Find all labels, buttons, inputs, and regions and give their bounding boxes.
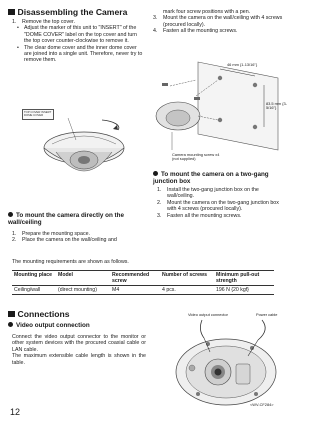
square-bullet-icon <box>8 311 15 318</box>
table-header-cell: Number of screws <box>162 272 207 278</box>
section-title-two-gang: To mount the camera on a two-gang junction box <box>153 171 269 186</box>
step-item: 4. Fasten all the mounting screws. <box>153 28 238 35</box>
two-gang-steps <box>157 187 287 219</box>
dim-vertical-label: 83.5 mm {3-5/16"} <box>266 101 287 111</box>
disassembling-body <box>12 19 144 64</box>
requirements-intro: The mounting requirements are shown as follows. <box>12 259 129 265</box>
table-header-cell: Minimum pull-out strength <box>216 272 260 284</box>
table-cell: M4 <box>112 287 120 293</box>
direct-mount-steps-continued <box>153 9 287 35</box>
step-item: mark four screw positions with a pen. <box>163 9 251 15</box>
video-output-connector-label: Video output connector <box>188 312 228 317</box>
table-header-row <box>12 271 274 286</box>
page-number: 12 <box>10 407 21 417</box>
disassembling-bullets <box>16 25 144 63</box>
step-item: 1. Prepare the mounting space. <box>12 231 91 237</box>
table-header-cell: Model <box>58 272 73 278</box>
step-item: 3. Fasten all the mounting screws. <box>157 212 242 219</box>
section-title-connections: Connections <box>8 309 70 319</box>
bullet-item: • The clear dome cover and the inner dome cover are joined into a single unit. Therefore, never try to remove them. <box>16 45 144 64</box>
circle-bullet-icon <box>8 212 13 217</box>
direct-mount-steps-start <box>12 231 146 244</box>
step-item: 1. Remove the top cover. <box>12 19 75 25</box>
step-item: 3. Mount the camera on the wall/ceiling with 4 screws (procured locally). <box>153 15 283 28</box>
table-header-cell: Mounting place <box>14 272 53 278</box>
dim-horizontal-label: 46 mm {1-13/16"} <box>227 62 258 67</box>
model-caption: <WV-CF284> <box>250 402 274 407</box>
table-cell: Ceiling/wall <box>14 287 41 293</box>
power-cable-label: Power cable <box>256 312 278 317</box>
square-bullet-icon <box>8 9 15 16</box>
requirements-table <box>12 270 274 295</box>
circle-bullet-icon <box>153 171 158 176</box>
section-title-video-output: Video output connection <box>8 322 90 329</box>
dome-cover-label-callout: TOP COVER INSERT DOME COVER <box>22 109 54 120</box>
section-title-direct-mount: To mount the camera directly on the wall/ceiling <box>8 212 124 227</box>
bullet-item: • Adjust the marker of this unit to "INSERT" of the "DOME COVER" label on the top cover and turn the top cover counter-clockwise to remove it. <box>16 25 144 44</box>
circle-bullet-icon <box>8 322 13 327</box>
step-item: 2. Place the camera on the wall/ceiling and <box>12 237 117 244</box>
table-header-cell: Recommended screw <box>112 272 150 284</box>
camera-connections-illustration <box>152 318 292 410</box>
table-cell: 196 N {20 kgf} <box>216 287 249 293</box>
screw-label: Camera mounting screw x4 (not supplied) <box>172 152 220 162</box>
step-item: 1. Install the two-gang junction box on the wall/ceiling. <box>157 187 259 200</box>
step-item: 2. Mount the camera on the two-gang junction box with 4 screws (procured locally). <box>157 199 279 213</box>
section-title-disassembling: Disassembling the Camera <box>8 7 127 17</box>
connections-paragraph: Connect the video output connector to the monitor or other system devices with the procured coaxial cable or LAN cable. The maximum extensible cable length is shown in the table. <box>12 334 146 366</box>
table-cell: (direct mounting) <box>58 287 97 293</box>
table-row <box>12 286 274 295</box>
table-cell: 4 pcs. <box>162 287 176 293</box>
